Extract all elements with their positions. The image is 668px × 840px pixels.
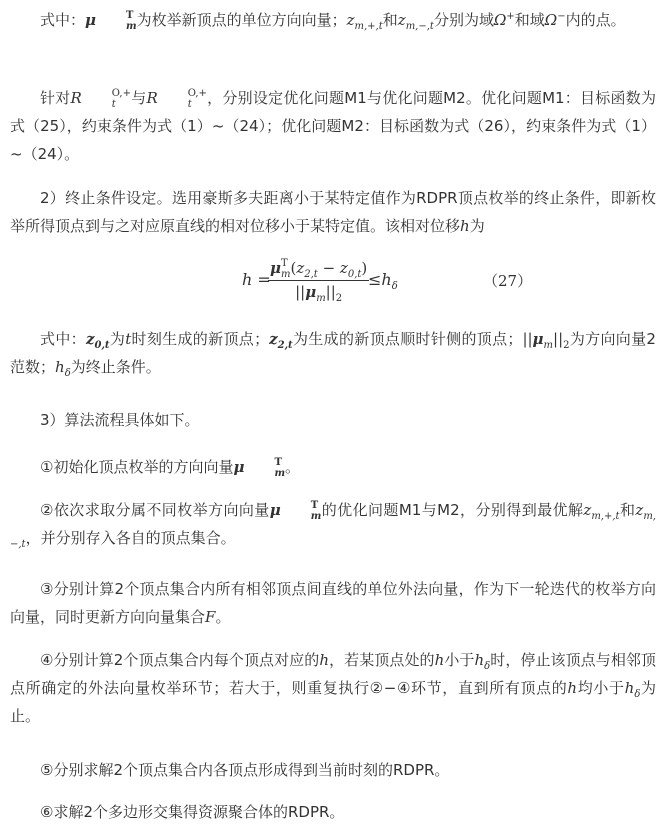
- math-norm-mu: $||\mu_m||_2$: [522, 330, 570, 351]
- math-z-m-minus-t: $z_{m,-,t}$: [397, 11, 434, 32]
- math-R-t-O-plus: R O,+ t: [70, 88, 131, 110]
- math-z-2-t: $z_{2,t}$: [269, 330, 293, 351]
- math-omega-plus: Ω+: [493, 11, 515, 29]
- paragraph-symbol-definitions: 式中：$z_{0,t}$为t时刻生成的新顶点；$z_{2,t}$为生成的新顶点顺时针侧的顶点；$||\mu_m||_2$为方向向量2范数；$h_\delta$为终止条件。: [10, 330, 656, 379]
- paragraph-algorithm-intro: 3）算法流程具体如下。: [40, 411, 200, 429]
- equation-27: [0, 252, 668, 312]
- math-le-h-delta: $\le h_\delta$: [368, 270, 398, 293]
- paragraph-mu-definition: 式中：μ T m 为枚举新顶点的单位方向向量；$z_{m,+,t}$和$z_{m,-,t}$分别为域Ω+和域Ω−内的点。: [40, 10, 626, 32]
- paragraph-step-5: ⑤分别求解2个顶点集合内各顶点形成得到当前时刻的RDPR。: [40, 761, 450, 779]
- math-mu-m-T: μ T m: [233, 457, 286, 479]
- fraction: μ T m $(z_{2,t} - z_{0,t})$ $||\mu_m||_2$: [270, 258, 368, 304]
- math-h: h =: [242, 270, 271, 289]
- paragraph-step-4: ④分别计算2个顶点集合内每个顶点对应的h，若某顶点处的h小于$h_\delta$时，停止该顶点与相邻顶点所确定的外法向量枚举环节；若大于，则重复执行②−④环节，直到所有顶点的h均小于$h_\delta$为止。: [10, 651, 656, 725]
- math-mu-m-T: μ T m: [85, 10, 137, 32]
- math-R-t-O-plus-2: R O,+ t: [146, 88, 207, 110]
- equation-number: （27）: [483, 272, 533, 290]
- paragraph-step-1: ①初始化顶点枚举的方向向量μ T m 。: [40, 457, 301, 479]
- paragraph-step-2: ②依次求取分属不同枚举方向向量μ T m 的优化问题M1与M2，分别得到最优解$z_{m,+,t}$和$z_{m,-,t}$，并分别存入各自的顶点集合。: [10, 500, 656, 550]
- paragraph-optimization-problems: 针对R O,+ t 与R O,+ t ，分别设定优化问题M1与优化问题M2。优化问题M1：目标函数为式（25），约束条件为式（1）~（24）；优化问题M2：目标函数为式（26），约束条件为式（1）~（24）。: [10, 88, 656, 163]
- math-z-0-t: $z_{0,t}$: [85, 330, 110, 351]
- math-h-delta: $h_\delta$: [55, 358, 71, 379]
- math-z-m-plus-t: $z_{m,+,t}$: [346, 11, 383, 32]
- math-omega-minus: Ω−: [544, 11, 566, 29]
- paragraph-step-3: ③分别计算2个顶点集合内所有相邻顶点间直线的单位外法向量，作为下一轮迭代的枚举方向向量，同时更新方向向量集合F。: [10, 580, 656, 626]
- math-h-delta: $h_\delta$: [624, 679, 641, 700]
- paragraph-termination: 2）终止条件设定。选用豪斯多夫距离小于某特定值作为RDPR顶点枚举的终止条件，即新枚举所得顶点到与之对应原直线的相对位移小于某特定值。该相对位移h为: [10, 189, 656, 235]
- math-z-m-plus-t: $z_{m,+,t}$: [583, 501, 620, 522]
- math-z-m-minus-t: $z_{m,-,t}$: [10, 501, 656, 550]
- math-mu-m-T: μ T m: [269, 500, 322, 522]
- paragraph-step-6: ⑥求解2个多边形交集得资源聚合体的RDPR。: [40, 803, 345, 821]
- math-h-delta: $h_\delta$: [474, 651, 491, 672]
